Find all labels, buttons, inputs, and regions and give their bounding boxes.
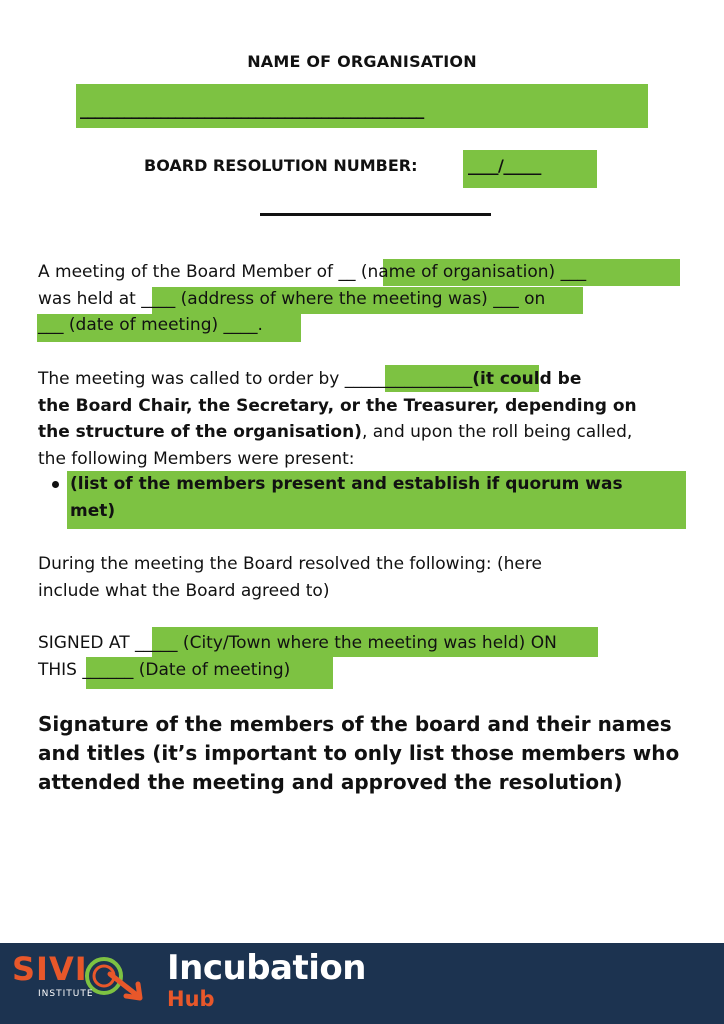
signature-instructions — [38, 710, 718, 797]
signature-text: Signature of the members of the board and their names — [38, 712, 672, 736]
called-by-blank: _______________ — [344, 369, 473, 389]
intro-paragraph — [38, 259, 698, 339]
intro-text: was held at — [38, 288, 142, 309]
call-to-order-paragraph — [38, 366, 698, 472]
called-by-note: (it could be — [472, 369, 582, 389]
signed-text: SIGNED AT — [38, 633, 136, 653]
called-by-note: the structure of the organisation) — [38, 422, 362, 442]
intro-text: on — [518, 288, 546, 309]
signed-text: ON — [525, 633, 557, 653]
resolution-number-label: BOARD RESOLUTION NUMBER: — [144, 156, 418, 175]
sivi-logo: SIVI — [12, 950, 88, 988]
brand-title: Incubation — [167, 948, 366, 988]
call-text: the following Members were present: — [38, 448, 355, 469]
intro-text: A meeting of the Board Member of — [38, 262, 339, 282]
resolution-number-blank: ____/_____ — [468, 156, 541, 175]
intro-date-placeholder: ___ (date of meeting) ____. — [38, 315, 263, 335]
call-text: , and upon the roll being called, — [361, 422, 633, 442]
called-by-note: the Board Chair, the Secretary, or the Treasurer, depending on — [38, 395, 637, 416]
members-list-text: (list of the members present and establish if quorum was — [70, 474, 623, 494]
signature-text: attended the meeting and approved the resolution) — [38, 770, 623, 794]
resolved-paragraph — [38, 551, 698, 604]
intro-address-placeholder: ____ (address of where the meeting was) ___ — [141, 288, 519, 309]
organisation-heading: NAME OF ORGANISATION — [247, 52, 477, 71]
signature-text: and titles (it’s important to only list those members who — [38, 741, 680, 765]
sivi-institute-label: INSTITUTE — [38, 989, 94, 999]
members-list-item — [70, 471, 623, 524]
signed-paragraph — [38, 630, 698, 683]
bullet-icon — [52, 481, 59, 488]
header-divider — [260, 213, 491, 216]
signed-city-placeholder: _____ (City/Town where the meeting was held) — [135, 633, 526, 653]
signed-date-placeholder: ______ (Date of meeting) — [82, 659, 291, 680]
members-list-text: met) — [70, 500, 116, 521]
call-text: The meeting was called to order by — [38, 369, 345, 389]
resolved-text: During the meeting the Board resolved the following: (here — [38, 554, 542, 574]
brand-subtitle: Hub — [167, 987, 215, 1011]
resolved-text: include what the Board agreed to) — [38, 580, 330, 601]
organisation-name-blank: _______________________________________________ — [80, 100, 424, 120]
intro-org-name-placeholder: __ (name of organisation) ___ — [338, 262, 587, 282]
signed-text: THIS — [38, 659, 83, 680]
